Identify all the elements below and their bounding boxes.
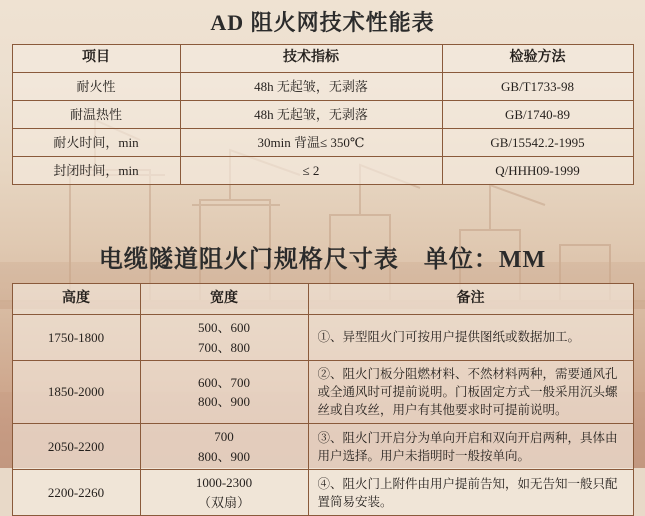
cell-method: GB/15542.2-1995 (442, 129, 633, 157)
width-line-1: 600、700 (197, 374, 250, 390)
table-row (12, 129, 633, 157)
cell-height: 1850-2000 (12, 361, 140, 424)
door-size-table (12, 283, 634, 516)
cell-width (140, 470, 308, 516)
cell-remark: ④、阻火门上附件由用户提前告知，如无告知一般只配置简易安装。 (308, 470, 633, 516)
cell-spec: 30min 背温≤ 350℃ (180, 129, 442, 157)
th-method: 检验方法 (442, 45, 633, 73)
width-line-1: 700 (214, 429, 234, 445)
cell-item: 耐温热性 (12, 101, 180, 129)
th-remark: 备注 (308, 284, 633, 315)
th-item: 项目 (12, 45, 180, 73)
cell-remark: ②、阻火门板分阻燃材料、不然材料两种，需要通风孔或全通风时可提前说明。门板固定方式一般采用沉头螺丝或自攻丝，用户有其他要求时可提前说明。 (308, 361, 633, 424)
cell-remark: ③、阻火门开启分为单向开启和双向开启两种，具体由用户选择。用户未指明时一般按单向。 (308, 424, 633, 470)
cell-method: GB/T1733-98 (442, 73, 633, 101)
performance-table (12, 44, 634, 185)
cell-method: Q/HHH09-1999 (442, 157, 633, 185)
cell-height: 2050-2200 (12, 424, 140, 470)
table-row (12, 73, 633, 101)
table-header-row (12, 45, 633, 73)
cell-remark: ①、异型阻火门可按用户提供图纸或数据加工。 (308, 315, 633, 361)
width-line-2: （双扇） (197, 494, 250, 510)
th-height: 高度 (12, 284, 140, 315)
th-spec: 技术指标 (180, 45, 442, 73)
table-row (12, 315, 633, 361)
width-line-1: 500、600 (197, 320, 250, 335)
width-line-2: 800、900 (197, 394, 250, 410)
table-row (12, 424, 633, 470)
table-row (12, 470, 633, 516)
cell-height: 1750-1800 (12, 315, 140, 361)
cell-height: 2200-2260 (12, 470, 140, 516)
cell-width (140, 361, 308, 424)
table-row (12, 101, 633, 129)
page-title-2: 电缆隧道阻火门规格尺寸表 单位：MM (98, 247, 547, 273)
cell-spec: ≤ 2 (180, 157, 442, 185)
cell-item: 耐火性 (12, 73, 180, 101)
width-line-2: 700、800 (197, 339, 250, 355)
cell-method: GB/1740-89 (442, 101, 633, 129)
th-width: 宽度 (140, 284, 308, 315)
page-title-1: AD 阻火网技术性能表 (210, 10, 435, 35)
cell-width (140, 315, 308, 361)
table-row (12, 361, 633, 424)
cell-item: 封闭时间，min (12, 157, 180, 185)
table-row (12, 157, 633, 185)
width-line-2: 800、900 (197, 448, 250, 464)
table-header-row (12, 284, 633, 315)
cell-width (140, 424, 308, 470)
cell-spec: 48h 无起皱，无剥落 (180, 101, 442, 129)
width-line-1: 1000-2300 (195, 475, 253, 491)
section-spacer (0, 185, 645, 231)
cell-spec: 48h 无起皱，无剥落 (180, 73, 442, 101)
cell-item: 耐火时间，min (12, 129, 180, 157)
